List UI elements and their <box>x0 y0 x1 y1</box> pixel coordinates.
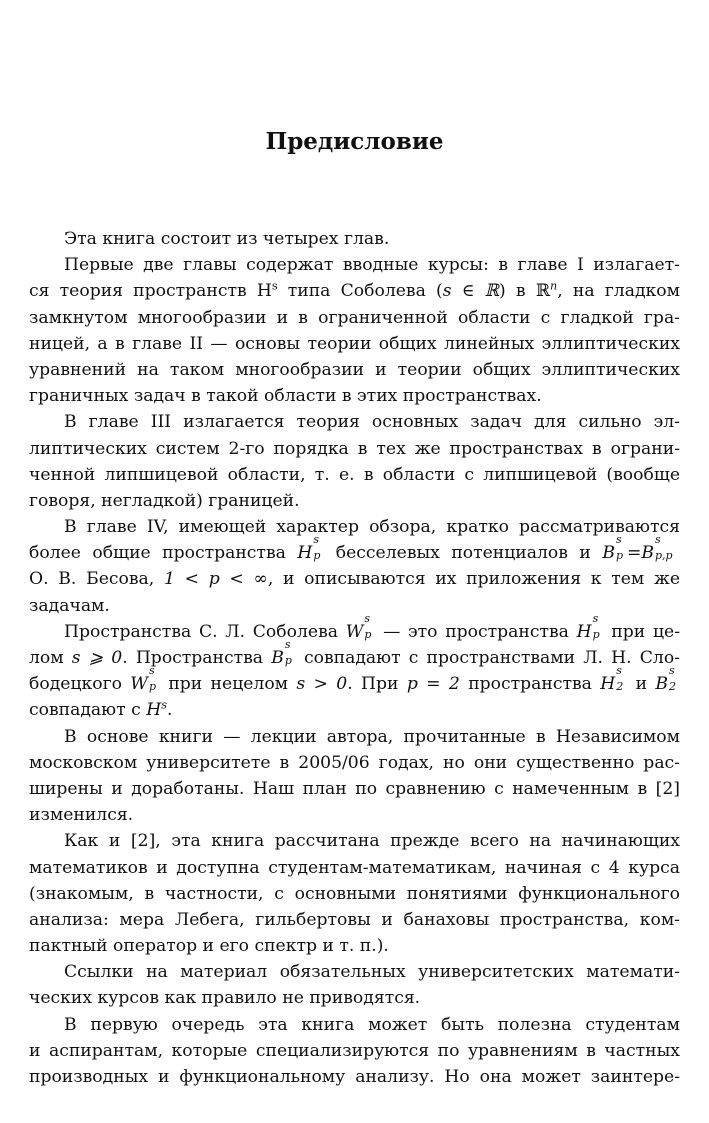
text-line: бодецкого W s p при нецелом s > 0. При p = 2 пространства H s 2 и B s 2 <box>29 664 677 695</box>
math-Bs2: B <box>655 674 669 695</box>
text-line: В основе книги — лекции автора, прочитанные в Независимом <box>64 726 680 747</box>
text-line: Пространства С. Л. Соболева W s p — это пространства H s p при це- <box>64 611 680 642</box>
text-line: пактный оператор и его спектр и т. п.). <box>29 936 389 957</box>
text-line: (знакомым, в частности, с основными понятиями функционального <box>29 883 680 904</box>
math-Wsp: W <box>130 674 148 695</box>
text-line: совпадают с $H^s$. <box>29 698 173 721</box>
page-title: Предисловие <box>265 128 444 155</box>
text-line: и аспирантам, которые специализируются по уравнениям в частных <box>29 1040 680 1061</box>
text-line: уравнений на таком многообразии и теории общих эллиптических <box>29 359 680 380</box>
math-Bsp: B <box>602 543 615 564</box>
text-line: липтических систем 2-го порядка в тех же пространствах в ограни- <box>29 438 680 459</box>
text-line: изменился. <box>29 805 134 826</box>
math-Bspp: B <box>641 543 654 564</box>
math-Hsp: H <box>576 621 592 642</box>
text-line: Ссылки на материал обязательных университетских математи- <box>64 962 680 983</box>
text-line: анализа: мера Лебега, гильбертовы и банаховы пространства, ком- <box>29 909 680 930</box>
text-line: Как и [2], эта книга рассчитана прежде всего на начинающих <box>64 831 680 852</box>
text-line: В главе IV, имеющей характер обзора, кратко рассматриваются <box>64 517 680 538</box>
text-line: В главе III излагается теория основных задач для сильно эл- <box>64 412 680 433</box>
math-Wsp: W <box>345 621 364 642</box>
text-line: математиков и доступна студентам-математикам, начиная с 4 курса <box>29 857 680 878</box>
text-line: производных и функциональному анализу. Но она может заинтере- <box>29 1067 680 1087</box>
math-Bsp: B <box>271 648 284 668</box>
text-line: ся теория пространств $H^s$ типа Соболева (s ∈ ℝ) в ℝ$^n$, на гладком <box>29 279 680 302</box>
text-line: говоря, негладкой) границей. <box>29 490 300 511</box>
text-line: граничных задач в такой области в этих пространствах. <box>29 386 542 407</box>
text-line: московском университете в 2005/06 годах, но они существенно рас- <box>29 752 680 773</box>
text-line: Эта книга состоит из четырех глав. <box>64 229 390 249</box>
text-line: В первую очередь эта книга может быть полезна студентам <box>64 1014 680 1035</box>
text-line: лом s ⩾ 0. Пространства B s p совпадают с пространствами Л. Н. Сло- <box>29 638 680 668</box>
text-line: ширены и доработаны. Наш план по сравнению с намеченным в [2] <box>29 778 680 799</box>
text-line: ческих курсов как правило не приводятся. <box>29 988 421 1009</box>
text-line: ницей, а в главе II — основы теории общих линейных эллиптических <box>29 333 680 354</box>
math-Hsp: H <box>297 543 313 564</box>
text-line: Первые две главы содержат вводные курсы: в главе I излагает- <box>64 255 680 276</box>
body-text <box>29 226 680 1090</box>
text-line: замкнутом многообразии и в ограниченной области с гладкой гра- <box>29 307 680 328</box>
text-line: О. В. Бесова, 1 < p < ∞, и описываются их приложения к тем же <box>29 569 680 590</box>
text-line: задачам. <box>29 595 110 616</box>
text-line: ченной липшицевой области, т. е. в области с липшицевой (вообще <box>29 464 680 485</box>
text-line: более общие пространства H s p бесселевых потенциалов и B s p =B s p,p <box>29 533 673 564</box>
math-Hs2: H <box>600 674 616 695</box>
math-Hs: H <box>146 700 162 721</box>
